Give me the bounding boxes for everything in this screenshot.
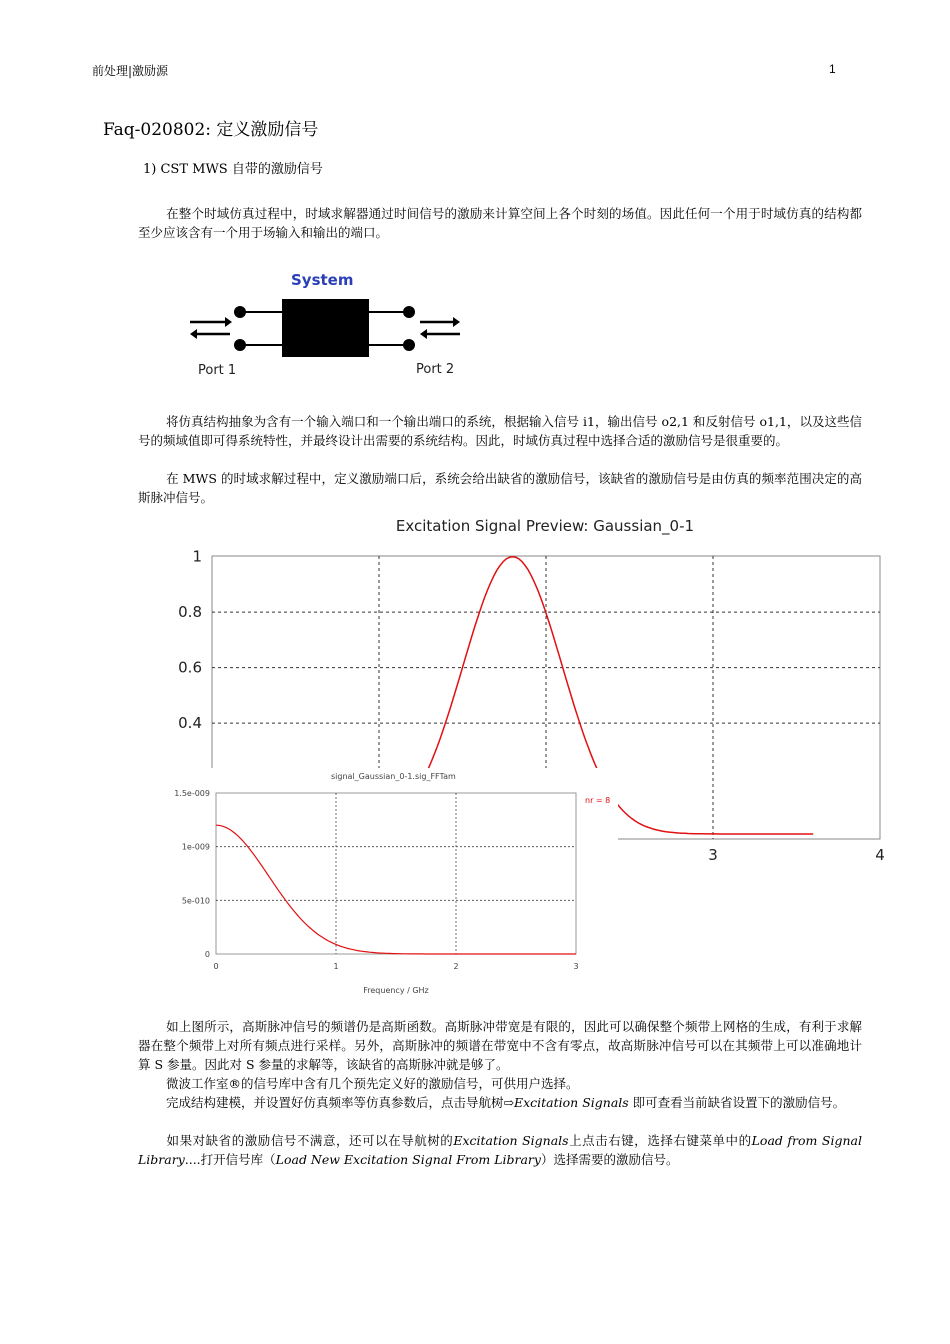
paragraph-1: 在整个时域仿真过程中，时域求解器通过时间信号的激励来计算空间上各个时刻的场值。因此任何一个用于时域仿真的结构都至少应该含有一个用于场输入和输出的端口。 [138,206,862,240]
system-diagram [180,262,480,387]
page-number: 1 [829,62,836,76]
terminal-dot [234,306,246,318]
paragraph-4: 如上图所示，高斯脉冲信号的频谱仍是高斯函数。高斯脉冲带宽是有限的，因此可以确保整个频带上网格的生成，有利于求解器在整个频带上对所有频点进行采样。另外，高斯脉冲的频谱在带宽中不含有零点，故高斯脉冲信号可以在其频带上可以准确地计算 S 参量。因此对 S 参量的求解等，该缺省的高斯脉冲就是够了。 [138,1019,862,1072]
terminal-dot [234,339,246,351]
inset-y-tick-label: 1e-009 [181,842,210,852]
system-label: System [291,271,354,289]
paragraph-2: 将仿真结构抽象为含有一个输入端口和一个输出端口的系统，根据输入信号 i1，输出信号 o2,1 和反射信号 o1,1，以及这些信号的频域值即可得系统特性，并最终设计出需要的系统结构。因此，时域仿真过程中选择合适的激励信号是很重要的。 [138,414,862,448]
port2-arrows-icon [420,317,460,339]
terminal-dot [403,339,415,351]
port2-label: Port 2 [416,362,455,377]
system-box [282,299,369,357]
fft-spectrum-chart [160,768,618,1005]
paragraph-5: 微波工作室®的信号库中含有几个预先定义好的激励信号，可供用户选择。 [166,1076,579,1091]
page-title: Faq-020802: 定义激励信号 [103,120,319,140]
y-tick-label: 0.4 [178,714,202,733]
chart-title: Excitation Signal Preview: Gaussian_0-1 [395,517,695,535]
inset-plot-area [216,793,576,954]
inset-y-tick-label: 1.5e-009 [174,789,210,798]
inset-y-tick-label: 0 [204,950,210,959]
terminal-dot [403,306,415,318]
y-tick-label: 0.6 [178,658,202,677]
inset-x-tick-label: 1 [333,962,339,971]
annotation-label: nr = 8 [585,796,611,805]
paragraph-3: 在 MWS 的时域求解过程中，定义激励端口后，系统会给出缺省的激励信号，该缺省的激励信号是由仿真的频率范围决定的高斯脉冲信号。 [138,471,862,505]
x-tick-label: 3 [708,846,718,864]
inset-x-tick-label: 0 [213,962,219,971]
paragraph-7: 如果对缺省的激励信号不满意，还可以在导航树的Excitation Signals上点击右键，选择右键菜单中的Load from Signal Library....打开信号库（Load New Excitation Signal From Library）选择需要的激励信号。 [138,1133,862,1167]
inset-title: signal_Gaussian_0-1.sig_FFTam [331,772,456,781]
header-title: 前处理|激励源 [92,64,169,78]
x-tick-label: 4 [875,846,885,864]
y-tick-label: 1 [192,547,202,566]
paragraph-6: 完成结构建模，并设置好仿真频率等仿真参数后，点击导航树⇨Excitation Signals 即可查看当前缺省设置下的激励信号。 [166,1095,846,1110]
inset-x-tick-label: 3 [573,962,579,971]
y-tick-label: 0.8 [178,603,202,622]
charts-figure [160,510,900,1005]
inset-x-tick-label: 2 [453,962,459,971]
port1-arrows-icon [190,317,232,339]
section-heading: 1) CST MWS 自带的激励信号 [143,162,323,177]
inset-xlabel: Frequency / GHz [363,986,429,995]
inset-y-tick-label: 5e-010 [181,896,210,906]
port1-label: Port 1 [198,363,237,378]
